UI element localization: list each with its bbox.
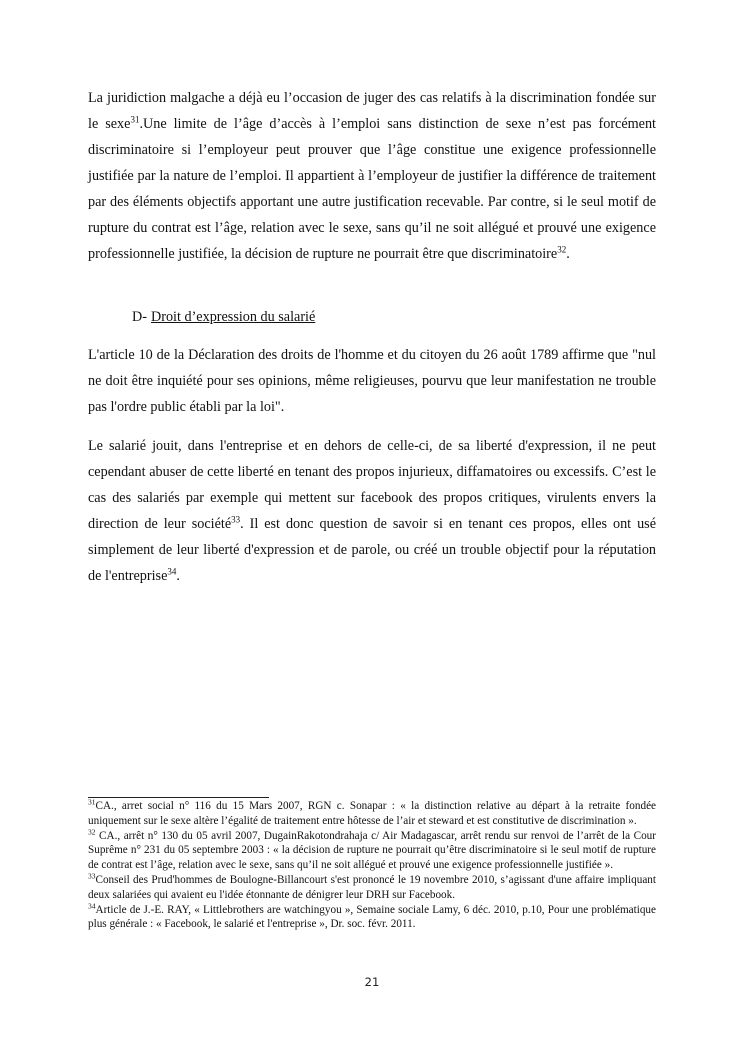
footnote-text: Article de J.-E. RAY, « Littlebrothers are watchingyou », Semaine sociale Lamy, 6 déc. 2010, p.10, Pour une problématique plus générale : « Facebook, le salarié et l'entreprise », Dr. soc. févr. 2011. — [88, 903, 656, 931]
footnote-number: 34 — [88, 900, 96, 910]
footnote-text: CA., arrêt n° 130 du 05 avril 2007, DugainRakotondrahaja c/ Air Madagascar, arrêt rendu sur renvoi de l’arrêt de la Cour Suprême n° 231 du 05 septembre 2003 : « la décision de rupture ne pourrait qu’être discriminatoire si le seul motif de rupture de contrat est l’âge, relation avec le sexe, sans qu’il ne soit allégué et prouvé une exigence professionnelle justifiée ». — [88, 829, 656, 872]
page-number: 21 — [364, 975, 380, 989]
paragraph-text: . — [176, 568, 180, 584]
footnotes — [88, 799, 656, 932]
paragraph-text: L'article 10 de la Déclaration des droits de l'homme et du citoyen du 26 août 1789 affirme que "nul ne doit être inquiété pour ses opinions, même religieuses, pourvu que leur manifestation ne trouble pas l'ordre public établi par la loi". — [88, 347, 656, 415]
footnote-ref-31[interactable]: 31 — [130, 114, 140, 125]
paragraph-text: .Une limite de l’âge d’accès à l’emploi sans distinction de sexe n’est pas forcément discriminatoire si l’employeur peut prouver que l’âge constitue une exigence professionnelle justifiée par la nature de l’emploi. Il appartient à l’employeur de justifier la différence de traitement par des éléments objectifs apportant une autre justification recevable. Par contre, si le seul motif de rupture du contrat est l’âge, relation avec le sexe, sans qu’il ne soit allégué et prouvé une exigence professionnelle justifiée, la décision de rupture ne pourrait être que discriminatoire — [88, 116, 657, 262]
footnote-33 — [88, 873, 656, 903]
paragraph-text: . Il est donc question de savoir si en tenant ces propos, elles ont usé simplement de leur liberté d'expression et de parole, ou créé un trouble objectif pour la réputation de l'entreprise — [88, 516, 656, 584]
footnote-32 — [88, 826, 656, 873]
footnote-separator — [88, 797, 269, 798]
section-heading-label: D- — [132, 309, 147, 325]
footnote-number: 33 — [88, 871, 96, 881]
footnote-text: Conseil des Prud'hommes de Boulogne-Billancourt s'est prononcé le 19 novembre 2010, s’agissant d'une affaire impliquant deux salariées qui avaient eu l'idée étonnante de dénigrer leur DRH sur Facebook. — [88, 873, 656, 901]
paragraph-liberte-expression — [88, 433, 656, 589]
paragraph-text: Le salarié jouit, dans l'entreprise et en dehors de celle-ci, de sa liberté d'expression, il ne peut cependant abuser de cette liberté en tenant des propos injurieux, diffamatoires ou excessifs. C’est le cas des salariés par exemple qui mettent sur facebook des propos critiques, virulents envers la direction de leur société — [88, 438, 656, 532]
footnote-number: 31 — [88, 797, 96, 807]
footnote-ref-34[interactable]: 34 — [167, 566, 177, 577]
paragraph-declaration — [88, 342, 656, 420]
footnote-31 — [88, 799, 656, 829]
footnote-ref-32[interactable]: 32 — [557, 244, 567, 255]
paragraph-discrimination — [88, 85, 656, 267]
paragraph-text: La juridiction malgache a déjà eu l’occasion de juger des cas relatifs à la discrimination fondée sur le sexe — [88, 90, 656, 132]
section-heading-title: Droit d’expression du salarié — [150, 309, 316, 325]
paragraph-text: . — [566, 246, 570, 262]
footnote-text: CA., arret social n° 116 du 15 Mars 2007, RGN c. Sonapar : « la distinction relative au départ à la retraite fondée uniquement sur le sexe altère l’égalité de traitement entre hôtesse de l’air et steward et est constitutive de discrimination ». — [88, 800, 656, 827]
section-heading — [132, 304, 315, 330]
footnote-number: 32 — [88, 826, 96, 836]
footnote-ref-33[interactable]: 33 — [231, 514, 241, 525]
footnote-34 — [88, 900, 656, 933]
